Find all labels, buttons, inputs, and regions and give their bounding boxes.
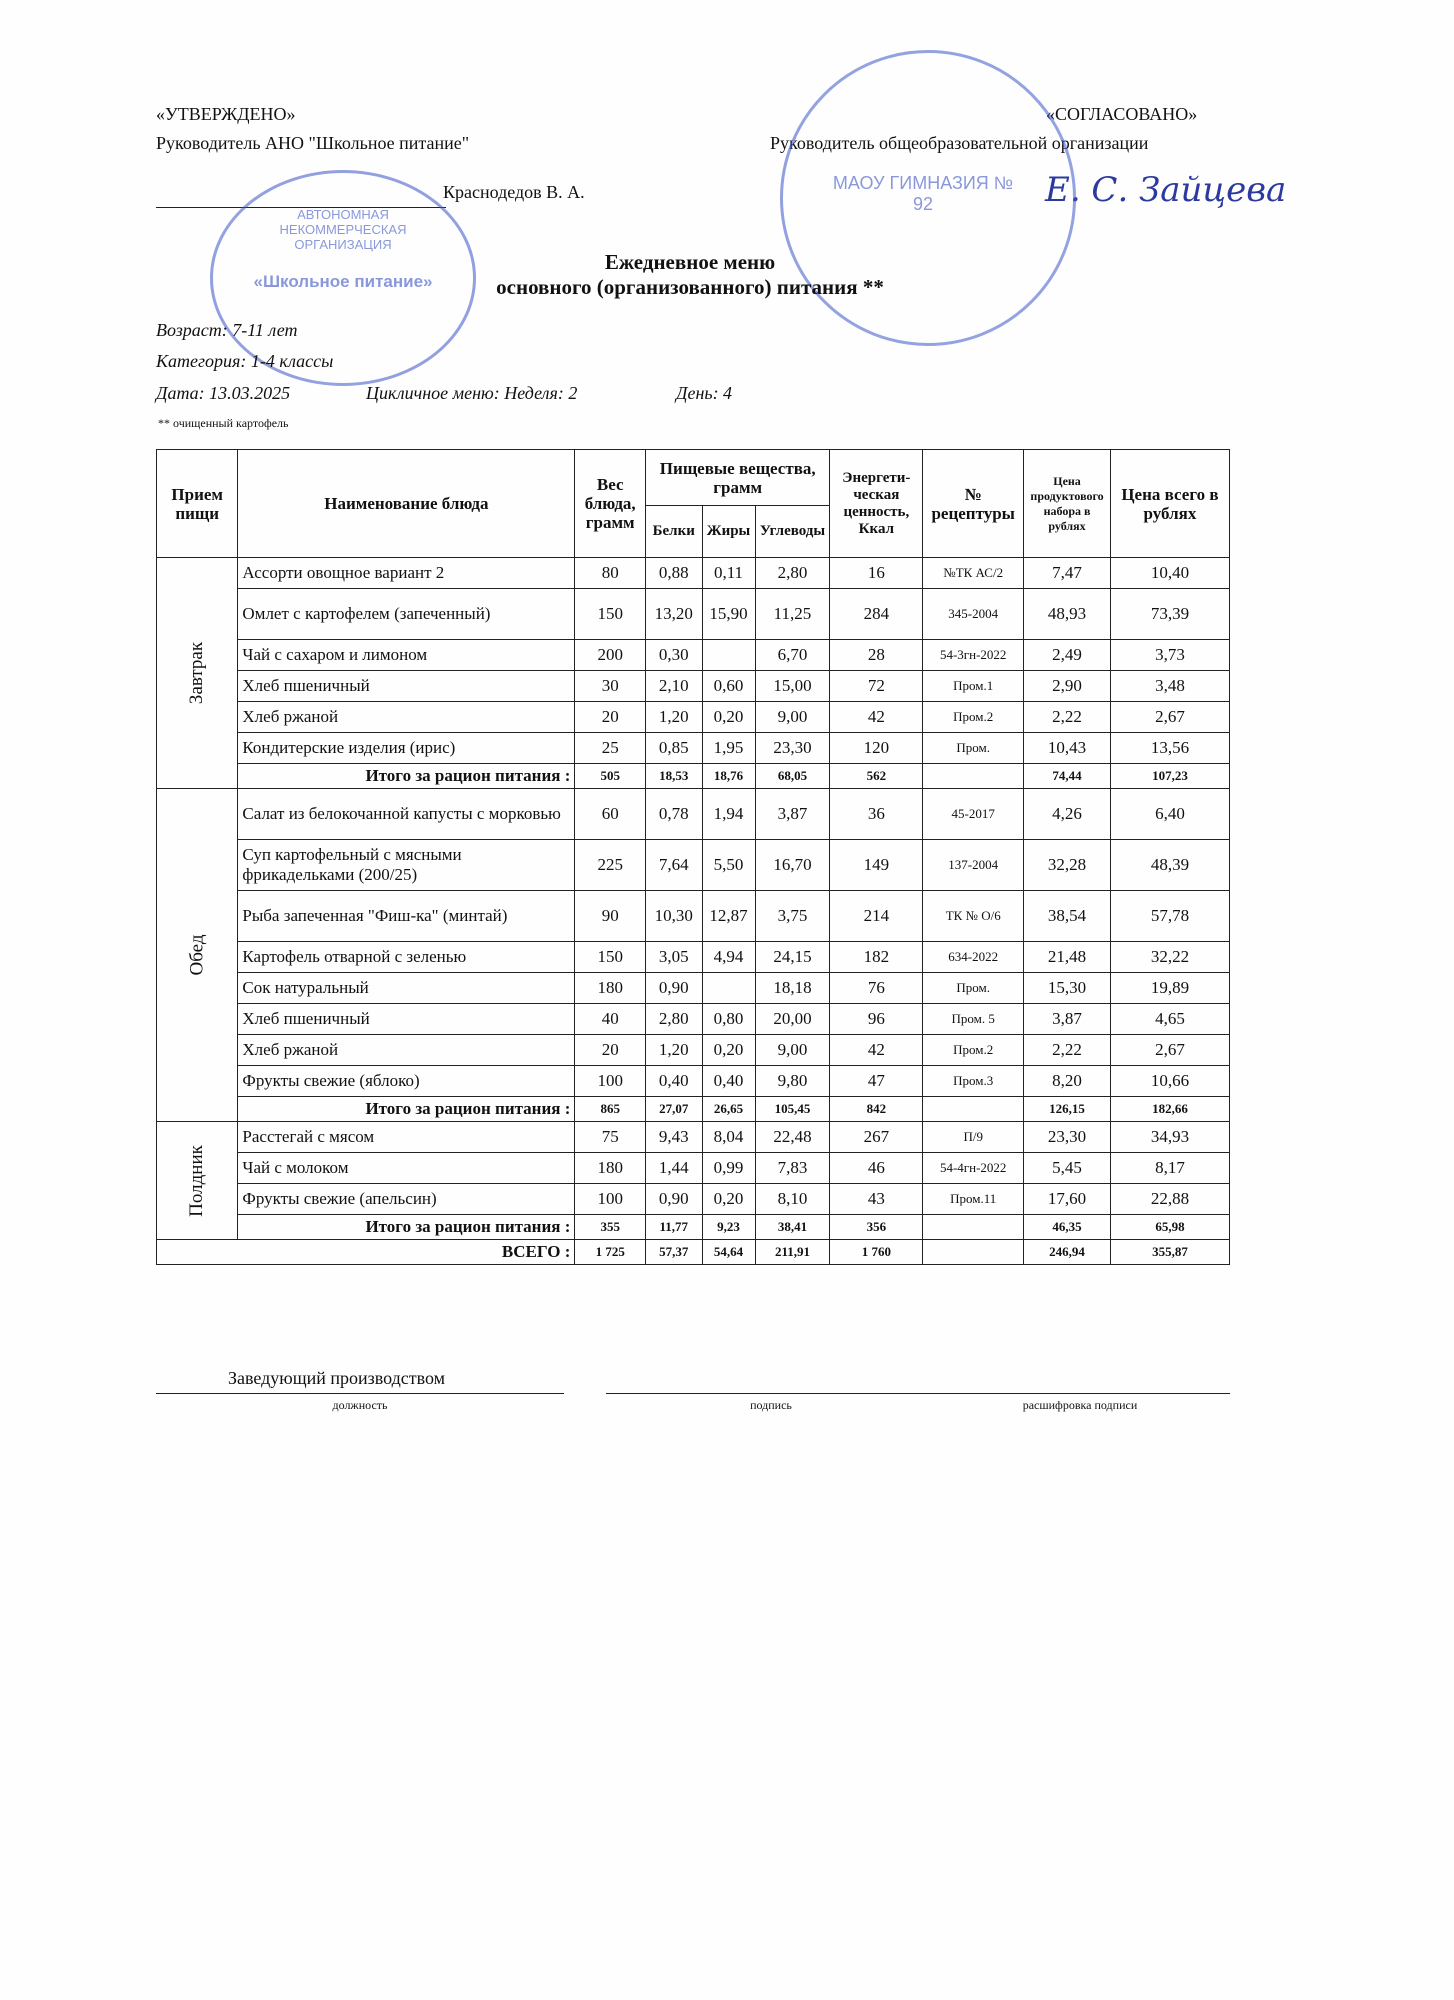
value-cell: 0,99	[702, 1153, 755, 1184]
value-cell: 0,78	[646, 789, 703, 840]
grand-total-value: 54,64	[702, 1240, 755, 1265]
value-cell	[702, 640, 755, 671]
subtotal-value: 562	[830, 764, 923, 789]
value-cell: 73,39	[1110, 589, 1229, 640]
subtotal-value: 46,35	[1024, 1215, 1111, 1240]
header-recipe: № рецептуры	[923, 450, 1024, 558]
subtotal-value: 38,41	[755, 1215, 830, 1240]
value-cell: 32,28	[1024, 840, 1111, 891]
header-total-price: Цена всего в рублях	[1110, 450, 1229, 558]
value-cell: 8,17	[1110, 1153, 1229, 1184]
dish-name: Фрукты свежие (яблоко)	[238, 1066, 575, 1097]
grand-total-label: ВСЕГО :	[157, 1240, 575, 1265]
table-row	[157, 1035, 1230, 1066]
subtotal-value: 26,65	[702, 1097, 755, 1122]
subtotal-value: 105,45	[755, 1097, 830, 1122]
value-cell: 3,05	[646, 942, 703, 973]
dish-name: Хлеб ржаной	[238, 1035, 575, 1066]
category-field: Категория: 1-4 классы	[156, 351, 334, 371]
value-cell: 100	[575, 1184, 646, 1215]
value-cell: 0,20	[702, 1184, 755, 1215]
value-cell: 3,48	[1110, 671, 1229, 702]
subtotal-row	[157, 1215, 1230, 1240]
value-cell: 96	[830, 1004, 923, 1035]
value-cell: 17,60	[1024, 1184, 1111, 1215]
value-cell: 100	[575, 1066, 646, 1097]
footnote: ** очищенный картофель	[158, 416, 289, 430]
dish-name: Хлеб ржаной	[238, 702, 575, 733]
value-cell: 284	[830, 589, 923, 640]
value-cell: 7,64	[646, 840, 703, 891]
value-cell: 4,65	[1110, 1004, 1229, 1035]
value-cell: 18,18	[755, 973, 830, 1004]
subtotal-value	[923, 764, 1024, 789]
value-cell: 4,94	[702, 942, 755, 973]
subtotal-value: 505	[575, 764, 646, 789]
header-fat: Жиры	[702, 506, 755, 558]
value-cell: 54-4гн-2022	[923, 1153, 1024, 1184]
grand-total-value: 246,94	[1024, 1240, 1111, 1265]
value-cell: №ТК АС/2	[923, 558, 1024, 589]
value-cell: 0,20	[702, 702, 755, 733]
subtotal-label: Итого за рацион питания :	[238, 1215, 575, 1240]
value-cell: Пром.1	[923, 671, 1024, 702]
value-cell: 40	[575, 1004, 646, 1035]
grand-total-value: 1 760	[830, 1240, 923, 1265]
value-cell: 345-2004	[923, 589, 1024, 640]
table-row	[157, 789, 1230, 840]
value-cell: 0,40	[646, 1066, 703, 1097]
value-cell: 150	[575, 942, 646, 973]
value-cell: 3,87	[1024, 1004, 1111, 1035]
date-field: Дата: 13.03.2025	[156, 383, 291, 403]
agreed-role: Руководитель общеобразовательной организации	[770, 133, 1149, 153]
grand-total-value: 1 725	[575, 1240, 646, 1265]
value-cell: 75	[575, 1122, 646, 1153]
subtotal-value	[923, 1215, 1024, 1240]
header-carbs: Углеводы	[755, 506, 830, 558]
subtotal-value: 65,98	[1110, 1215, 1229, 1240]
header-energy: Энергети- ческая ценность, Ккал	[830, 450, 923, 558]
value-cell: 21,48	[1024, 942, 1111, 973]
value-cell: 6,40	[1110, 789, 1229, 840]
value-cell: 90	[575, 891, 646, 942]
dish-name: Омлет с картофелем (запеченный)	[238, 589, 575, 640]
value-cell: 2,10	[646, 671, 703, 702]
header-protein: Белки	[646, 506, 703, 558]
value-cell: 2,90	[1024, 671, 1111, 702]
value-cell: 9,43	[646, 1122, 703, 1153]
value-cell: 3,73	[1110, 640, 1229, 671]
footer-position-caption: должность	[332, 1398, 388, 1412]
value-cell: 7,47	[1024, 558, 1111, 589]
value-cell: 5,50	[702, 840, 755, 891]
meal-cell	[157, 558, 238, 789]
value-cell: 3,87	[755, 789, 830, 840]
value-cell: 36	[830, 789, 923, 840]
value-cell: 22,88	[1110, 1184, 1229, 1215]
value-cell: 180	[575, 1153, 646, 1184]
value-cell: 46	[830, 1153, 923, 1184]
value-cell: 150	[575, 589, 646, 640]
value-cell: 42	[830, 1035, 923, 1066]
value-cell: 10,30	[646, 891, 703, 942]
value-cell: 24,15	[755, 942, 830, 973]
page-title: Ежедневное меню основного (организованного) питания **	[496, 250, 884, 299]
subtotal-value: 11,77	[646, 1215, 703, 1240]
value-cell: 9,00	[755, 702, 830, 733]
value-cell: 182	[830, 942, 923, 973]
value-cell: 149	[830, 840, 923, 891]
value-cell: 8,04	[702, 1122, 755, 1153]
value-cell: 20	[575, 702, 646, 733]
value-cell: 5,45	[1024, 1153, 1111, 1184]
subtotal-value: 68,05	[755, 764, 830, 789]
grand-total-value: 355,87	[1110, 1240, 1229, 1265]
approved-role: Руководитель АНО "Школьное питание"	[156, 133, 470, 153]
value-cell: 4,26	[1024, 789, 1111, 840]
value-cell: 72	[830, 671, 923, 702]
grand-total-value: 57,37	[646, 1240, 703, 1265]
value-cell: 634-2022	[923, 942, 1024, 973]
value-cell: 42	[830, 702, 923, 733]
value-cell: 1,44	[646, 1153, 703, 1184]
value-cell: Пром. 5	[923, 1004, 1024, 1035]
value-cell: 2,80	[646, 1004, 703, 1035]
table-row	[157, 671, 1230, 702]
value-cell: 1,20	[646, 702, 703, 733]
value-cell: Пром.2	[923, 702, 1024, 733]
value-cell: 2,49	[1024, 640, 1111, 671]
value-cell: 76	[830, 973, 923, 1004]
footer-position: Заведующий производством	[228, 1368, 446, 1388]
value-cell: 43	[830, 1184, 923, 1215]
dish-name: Расстегай с мясом	[238, 1122, 575, 1153]
value-cell: 80	[575, 558, 646, 589]
value-cell: 15,00	[755, 671, 830, 702]
table-row	[157, 558, 1230, 589]
value-cell: 11,25	[755, 589, 830, 640]
value-cell: 23,30	[1024, 1122, 1111, 1153]
value-cell: 25	[575, 733, 646, 764]
value-cell: 0,11	[702, 558, 755, 589]
value-cell: Пром.11	[923, 1184, 1024, 1215]
subtotal-value: 865	[575, 1097, 646, 1122]
value-cell: 20,00	[755, 1004, 830, 1035]
subtotal-value: 182,66	[1110, 1097, 1229, 1122]
table-row	[157, 1066, 1230, 1097]
value-cell: 0,60	[702, 671, 755, 702]
value-cell: 2,22	[1024, 702, 1111, 733]
table-row	[157, 973, 1230, 1004]
value-cell: 7,83	[755, 1153, 830, 1184]
header-weight: Вес блюда, грамм	[575, 450, 646, 558]
value-cell: 10,43	[1024, 733, 1111, 764]
value-cell: 57,78	[1110, 891, 1229, 942]
value-cell: 0,20	[702, 1035, 755, 1066]
value-cell: 2,67	[1110, 1035, 1229, 1066]
value-cell: 137-2004	[923, 840, 1024, 891]
value-cell: 48,93	[1024, 589, 1111, 640]
meal-cell	[157, 1122, 238, 1240]
subtotal-value: 74,44	[1024, 764, 1111, 789]
dish-name: Чай с сахаром и лимоном	[238, 640, 575, 671]
value-cell: Пром.3	[923, 1066, 1024, 1097]
grand-total-value: 211,91	[755, 1240, 830, 1265]
dish-name: Картофель отварной с зеленью	[238, 942, 575, 973]
value-cell: 32,22	[1110, 942, 1229, 973]
value-cell: Пром.	[923, 733, 1024, 764]
subtotal-value: 842	[830, 1097, 923, 1122]
value-cell: 8,20	[1024, 1066, 1111, 1097]
dish-name: Салат из белокочанной капусты с морковью	[238, 789, 575, 840]
header-dish: Наименование блюда	[238, 450, 575, 558]
value-cell: 54-3гн-2022	[923, 640, 1024, 671]
value-cell: 2,22	[1024, 1035, 1111, 1066]
dish-name: Сок натуральный	[238, 973, 575, 1004]
value-cell: 48,39	[1110, 840, 1229, 891]
value-cell: 45-2017	[923, 789, 1024, 840]
value-cell: 13,20	[646, 589, 703, 640]
value-cell: 120	[830, 733, 923, 764]
value-cell: 15,30	[1024, 973, 1111, 1004]
value-cell: 10,66	[1110, 1066, 1229, 1097]
table-row	[157, 942, 1230, 973]
value-cell: Пром.	[923, 973, 1024, 1004]
approved-name: Краснодедов В. А.	[443, 182, 585, 202]
value-cell: 13,56	[1110, 733, 1229, 764]
cycle-field: Цикличное меню: Неделя: 2	[366, 383, 578, 403]
value-cell: 2,80	[755, 558, 830, 589]
stamp-left: АВТОНОМНАЯ НЕКОММЕРЧЕСКАЯ ОРГАНИЗАЦИЯ «Школьное питание»	[210, 170, 476, 386]
subtotal-value: 356	[830, 1215, 923, 1240]
grand-total-value	[923, 1240, 1024, 1265]
value-cell: 0,90	[646, 973, 703, 1004]
subtotal-label: Итого за рацион питания :	[238, 1097, 575, 1122]
dish-name: Хлеб пшеничный	[238, 671, 575, 702]
subtotal-value: 18,76	[702, 764, 755, 789]
value-cell: 19,89	[1110, 973, 1229, 1004]
value-cell: 214	[830, 891, 923, 942]
header-meal: Прием пищи	[157, 450, 238, 558]
value-cell: 38,54	[1024, 891, 1111, 942]
dish-name: Рыба запеченная "Фиш-ка" (минтай)	[238, 891, 575, 942]
dish-name: Хлеб пшеничный	[238, 1004, 575, 1035]
dish-name: Чай с молоком	[238, 1153, 575, 1184]
table-row	[157, 840, 1230, 891]
value-cell: 0,40	[702, 1066, 755, 1097]
header-nutrients: Пищевые вещества, грамм	[646, 450, 830, 506]
stamp-right: МАОУ ГИМНАЗИЯ № 92	[780, 50, 1076, 346]
value-cell: 34,93	[1110, 1122, 1229, 1153]
value-cell: Пром.2	[923, 1035, 1024, 1066]
subtotal-label: Итого за рацион питания :	[238, 764, 575, 789]
subtotal-row	[157, 1097, 1230, 1122]
footer-decoding-caption: расшифровка подписи	[1022, 1398, 1138, 1412]
value-cell: 200	[575, 640, 646, 671]
value-cell: 10,40	[1110, 558, 1229, 589]
value-cell: 6,70	[755, 640, 830, 671]
subtotal-value: 18,53	[646, 764, 703, 789]
value-cell: 0,90	[646, 1184, 703, 1215]
value-cell: 0,88	[646, 558, 703, 589]
value-cell: 1,94	[702, 789, 755, 840]
value-cell: 16	[830, 558, 923, 589]
footer-signature-caption: подпись	[750, 1398, 792, 1412]
table-row	[157, 733, 1230, 764]
table-row	[157, 1153, 1230, 1184]
value-cell: 28	[830, 640, 923, 671]
table-row	[157, 1004, 1230, 1035]
value-cell: 225	[575, 840, 646, 891]
day-field: День: 4	[676, 383, 733, 403]
dish-name: Кондитерские изделия (ирис)	[238, 733, 575, 764]
value-cell: 22,48	[755, 1122, 830, 1153]
grand-total-row	[157, 1240, 1230, 1265]
dish-name: Фрукты свежие (апельсин)	[238, 1184, 575, 1215]
value-cell: 267	[830, 1122, 923, 1153]
value-cell: П/9	[923, 1122, 1024, 1153]
value-cell	[702, 973, 755, 1004]
value-cell: 12,87	[702, 891, 755, 942]
table-row	[157, 589, 1230, 640]
value-cell: 1,95	[702, 733, 755, 764]
subtotal-value: 355	[575, 1215, 646, 1240]
table-row	[157, 702, 1230, 733]
value-cell: 30	[575, 671, 646, 702]
value-cell: ТК № О/6	[923, 891, 1024, 942]
table-row	[157, 1122, 1230, 1153]
value-cell: 2,67	[1110, 702, 1229, 733]
subtotal-value: 126,15	[1024, 1097, 1111, 1122]
value-cell: 23,30	[755, 733, 830, 764]
value-cell: 0,85	[646, 733, 703, 764]
value-cell: 3,75	[755, 891, 830, 942]
value-cell: 9,80	[755, 1066, 830, 1097]
meal-label: Обед	[186, 934, 208, 976]
value-cell: 8,10	[755, 1184, 830, 1215]
value-cell: 0,30	[646, 640, 703, 671]
value-cell: 180	[575, 973, 646, 1004]
footer-signature-line	[606, 1393, 936, 1394]
table-row	[157, 640, 1230, 671]
header-set-price: Цена продуктового набора в рублях	[1024, 450, 1111, 558]
age-field: Возраст: 7-11 лет	[156, 320, 298, 340]
value-cell: 1,20	[646, 1035, 703, 1066]
menu-table	[156, 449, 1230, 1265]
value-cell: 15,90	[702, 589, 755, 640]
subtotal-value: 27,07	[646, 1097, 703, 1122]
subtotal-value: 9,23	[702, 1215, 755, 1240]
meal-label: Завтрак	[186, 641, 208, 705]
table-row	[157, 1184, 1230, 1215]
agreed-label: «СОГЛАСОВАНО»	[1046, 104, 1198, 124]
subtotal-value: 107,23	[1110, 764, 1229, 789]
value-cell: 0,80	[702, 1004, 755, 1035]
value-cell: 9,00	[755, 1035, 830, 1066]
footer-decoding-line	[930, 1393, 1230, 1394]
dish-name: Суп картофельный с мясными фрикадельками (200/25)	[238, 840, 575, 891]
meal-label: Полдник	[186, 1144, 208, 1217]
footer-position-line	[156, 1393, 564, 1394]
approved-label: «УТВЕРЖДЕНО»	[156, 104, 296, 124]
value-cell: 16,70	[755, 840, 830, 891]
value-cell: 47	[830, 1066, 923, 1097]
subtotal-row	[157, 764, 1230, 789]
agreed-handwritten-signature: Е. С. Зайцева	[1045, 170, 1287, 210]
value-cell: 60	[575, 789, 646, 840]
subtotal-value	[923, 1097, 1024, 1122]
dish-name: Ассорти овощное вариант 2	[238, 558, 575, 589]
meal-cell	[157, 789, 238, 1122]
table-row	[157, 891, 1230, 942]
value-cell: 20	[575, 1035, 646, 1066]
